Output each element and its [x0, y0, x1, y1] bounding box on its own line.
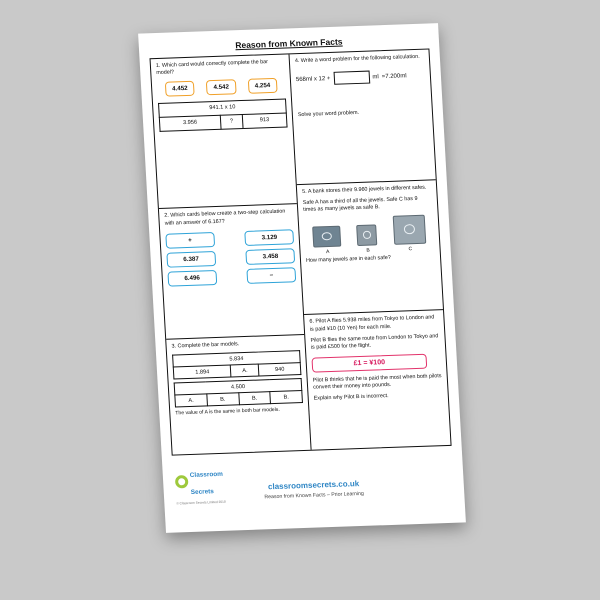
question-3-text: 3. Complete the bar models. [171, 341, 240, 350]
copyright-text: © Classroom Secrets Limited 2018 [176, 499, 226, 506]
currency-conversion-box: £1 = ¥100 [311, 353, 427, 372]
bar-cell: B. [270, 391, 302, 404]
question-1-cards [159, 77, 284, 96]
question-3-note: The value of A is the same in both bar models. [175, 407, 281, 417]
safe-label: A [325, 248, 330, 255]
safe-icon [357, 224, 378, 246]
question-2 [159, 205, 304, 340]
bar-cell: 913 [242, 113, 287, 129]
answer-card[interactable]: 3.458 [246, 248, 295, 265]
bar-total: 941.1 x 10 [159, 99, 287, 117]
answer-card[interactable]: 4.542 [206, 79, 236, 95]
calc-answer-box[interactable] [333, 71, 370, 85]
bar-cell: A. [231, 364, 260, 377]
answer-card[interactable]: + [165, 232, 214, 249]
bar-cell: B. [207, 393, 239, 406]
bar-cell: 1.894 [173, 365, 231, 379]
safe-a-group [312, 225, 342, 255]
worksheet-page [138, 23, 466, 533]
question-6-text: 6. Pilot A flies 5.938 miles from Tokyo to London and is paid ¥10 (10 Yen) for each mile. [309, 314, 435, 333]
question-3-bar-model-2 [174, 378, 303, 407]
question-6 [304, 310, 450, 449]
question-6-text-2: Pilot B flies the same route from London to Tokyo and is paid £500 for the flight. [310, 333, 439, 351]
answer-card[interactable]: 6.387 [166, 251, 215, 268]
logo-line-2: Secrets [190, 487, 215, 496]
question-3 [166, 335, 310, 454]
safe-b-group [357, 224, 379, 254]
safe-label: B [366, 247, 370, 254]
questions-grid [149, 48, 451, 455]
question-5-text: 5. A bank stores their 9.960 jewels in different safes. [302, 184, 427, 195]
question-6-text-3: Pilot B thinks that he is paid the most when both pilots convert their money into pounds. [312, 372, 442, 391]
bar-cell: 3.956 [159, 115, 221, 131]
question-1-text: 1. Which card would correctly complete the bar model? [155, 59, 269, 77]
bar-cell: 940 [259, 363, 301, 376]
website-url[interactable]: classroomsecrets.co.uk [267, 479, 360, 492]
answer-card[interactable]: 4.452 [165, 80, 195, 96]
question-5 [297, 180, 443, 315]
logo-circle-icon [175, 475, 189, 488]
question-2-text: 2. Which cards below create a two-step calculation with an answer of 6.167? [164, 209, 286, 227]
question-4-text: 4. Write a word problem for the following calculation. [294, 53, 420, 65]
question-4-calculation [296, 69, 426, 86]
logo-line-1: Classroom [189, 470, 224, 479]
question-5-prompt: How many jewels are in each safe? [305, 254, 391, 264]
calc-right: =7.200ml [381, 73, 407, 80]
answer-card[interactable]: − [247, 267, 296, 284]
calc-left: 568ml x 12 + [295, 75, 331, 83]
page-title: Reason from Known Facts [235, 36, 343, 51]
safe-icon [312, 225, 341, 247]
question-3-bar-model-1 [172, 351, 301, 380]
safe-icon [392, 214, 426, 244]
question-6-text-4: Explain why Pilot B is incorrect. [313, 393, 389, 402]
page-footer [172, 450, 456, 538]
calc-unit: ml [372, 74, 379, 81]
bar-cell: ? [220, 114, 243, 129]
question-5-text-2: Safe A has a third of all the jewels. Safe C has 9 times as many jewels as safe B. [302, 195, 418, 214]
bar-cell: A. [175, 394, 207, 407]
footer-subtitle: Reason from Known Facts – Prior Learning [264, 490, 365, 501]
answer-card[interactable]: 4.254 [247, 77, 277, 93]
classroom-secrets-logo [174, 463, 242, 505]
question-5-safes-illustration [304, 214, 435, 255]
question-4 [289, 49, 435, 184]
safe-c-group [392, 214, 426, 252]
bar-cell: B. [238, 392, 270, 405]
answer-card[interactable]: 3.129 [245, 229, 294, 246]
right-column [289, 49, 450, 449]
question-2-cards [165, 227, 296, 288]
left-column [151, 54, 312, 454]
question-4-instruction: Solve your word problem. [297, 110, 360, 119]
bar-total: 4.500 [174, 379, 302, 395]
safe-label: C [408, 245, 413, 252]
question-1-bar-model [158, 98, 288, 131]
bar-total: 5.834 [173, 351, 301, 367]
answer-card[interactable]: 6.496 [167, 270, 216, 287]
question-1 [151, 54, 297, 209]
